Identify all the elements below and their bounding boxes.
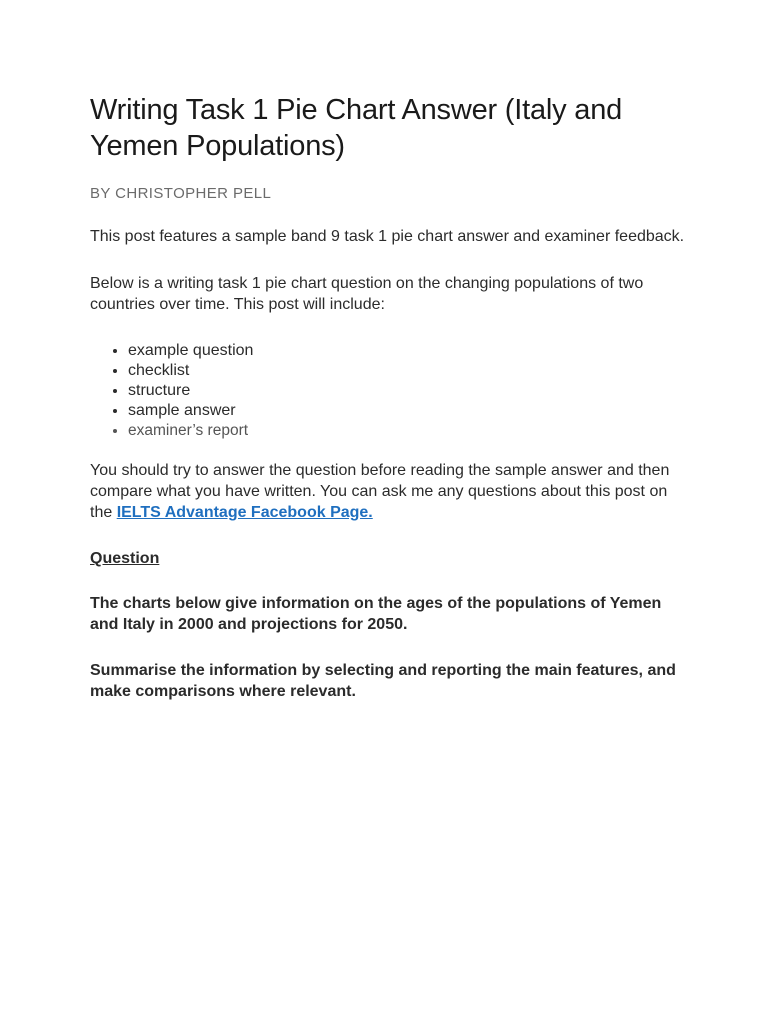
list-item: • structure xyxy=(128,381,690,401)
author-byline: BY CHRISTOPHER PELL xyxy=(90,185,272,202)
list-item: • example question xyxy=(128,341,690,361)
include-list xyxy=(90,341,690,441)
advice-text: You should try to answer the question before reading the sample answer and then compare what you have written. You can ask me any questions about this post on the xyxy=(90,462,670,521)
lead-paragraph: Below is a writing task 1 pie chart question on the changing populations of two countries over time. This post will include: xyxy=(90,275,644,313)
list-item: • checklist xyxy=(128,361,690,381)
advice-paragraph xyxy=(90,460,690,523)
intro-paragraph: This post features a sample band 9 task 1 pie chart answer and examiner feedback. xyxy=(90,228,685,245)
list-item: • examiner’s report xyxy=(128,421,690,441)
facebook-page-link[interactable]: IELTS Advantage Facebook Page. xyxy=(116,504,373,521)
question-heading: Question xyxy=(90,550,160,567)
instruction-text: Summarise the information by selecting and reporting the main features, and make comparisons where relevant. xyxy=(90,662,676,700)
list-item: • sample answer xyxy=(128,401,690,421)
question-text: The charts below give information on the ages of the populations of Yemen and Italy in 2000 and projections for 2050. xyxy=(90,595,662,633)
page-title: Writing Task 1 Pie Chart Answer (Italy and Yemen Populations) xyxy=(90,94,623,162)
article xyxy=(90,92,690,702)
